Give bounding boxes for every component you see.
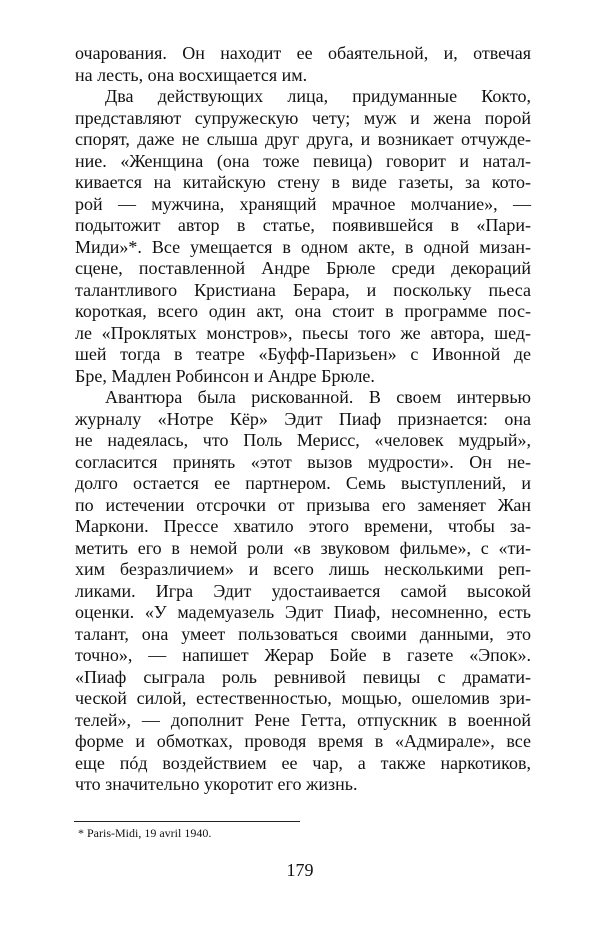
- page-number: 179: [286, 860, 314, 880]
- text-line: Бре, Мадлен Робинсон и Андре Брюле.: [75, 365, 375, 386]
- text-line: сцене, поставленной Андре Брюле среди декораций: [75, 258, 531, 278]
- text-line: точно», — напишет Жерар Бойе в газете «Эпок».: [75, 645, 531, 665]
- text-line: еще пóд воздействием ее чар, а также наркотиков,: [75, 752, 531, 773]
- text-line: оценки. «У мадемуазель Эдит Пиаф, несомненно, есть: [75, 602, 531, 622]
- text-line: очарования. Он находит ее обаятельной, и, отвечая: [75, 43, 531, 63]
- body-text: [75, 43, 531, 796]
- text-line: Авантюра была рискованной. В своем интервью: [105, 387, 531, 407]
- text-line: подытожит автор в статье, появившейся в «Пари-: [75, 215, 531, 235]
- text-line: что значительно укоротит его жизнь.: [75, 774, 358, 794]
- text-line: короткая, всего один акт, она стоит в программе пос-: [75, 301, 531, 321]
- footnote: * Paris-Midi, 19 avril 1940.: [78, 826, 212, 840]
- text-line: ческой силой, естественностью, мощью, ошеломив зри-: [75, 688, 531, 708]
- text-line: талант, она умеет пользоваться своими данными, это: [75, 623, 531, 644]
- text-line: представляют супружескую чету; муж и жена порой: [75, 107, 531, 128]
- text-line: Миди»*. Все умещается в одном акте, в одной мизан-: [75, 236, 531, 257]
- text-line: Два действующих лица, придуманные Кокто,: [105, 86, 531, 106]
- text-line: хим безразличием» и всего лишь несколькими реп-: [75, 559, 531, 579]
- paragraph: [75, 86, 531, 387]
- text-line: на лесть, она восхищается им.: [75, 64, 308, 85]
- text-line: шей тогда в театре «Буфф-Паризьен» с Ивонной де: [75, 344, 531, 364]
- text-line: форме и обмотках, проводя время в «Адмирале», все: [75, 731, 531, 751]
- footnote-divider: [74, 821, 300, 822]
- text-line: журналу «Нотре Кёр» Эдит Пиаф признается: она: [75, 408, 531, 429]
- text-line: долго остается ее партнером. Семь выступлений, и: [75, 473, 531, 493]
- text-line: ликами. Игра Эдит удостаивается самой высокой: [75, 580, 531, 601]
- text-line: метить его в немой роли «в звуковом фильме», с «ти-: [75, 537, 531, 558]
- text-line: спорят, даже не слыша друг друга, и возникает отчужде-: [75, 129, 531, 149]
- text-line: талантливого Кристиана Берара, и поскольку пьеса: [75, 279, 531, 300]
- text-line: по истечении отсрочки от призыва его заменяет Жан: [75, 494, 531, 515]
- text-line: Маркони. Прессе хватило этого времени, чтобы за-: [75, 516, 531, 536]
- text-line: «Пиаф сыграла роль ревнивой певицы с драмати-: [75, 666, 531, 687]
- text-line: рой — мужчина, хранящий мрачное молчание», —: [75, 193, 531, 214]
- text-line: согласится принять «этот вызов мудрости». Он не-: [75, 451, 531, 472]
- paragraph: [75, 387, 531, 796]
- text-line: ние. «Женщина (она тоже певица) говорит и натал-: [75, 150, 531, 171]
- text-line: телей», — дополнит Рене Гетта, отпускник в военной: [75, 709, 531, 730]
- text-line: кивается на китайскую стену в виде газеты, за кото-: [75, 172, 531, 192]
- paragraph: [75, 43, 531, 86]
- text-line: ле «Проклятых монстров», пьесы того же автора, шед-: [75, 322, 531, 343]
- text-line: не надеялась, что Поль Мерисс, «человек мудрый»,: [75, 430, 531, 450]
